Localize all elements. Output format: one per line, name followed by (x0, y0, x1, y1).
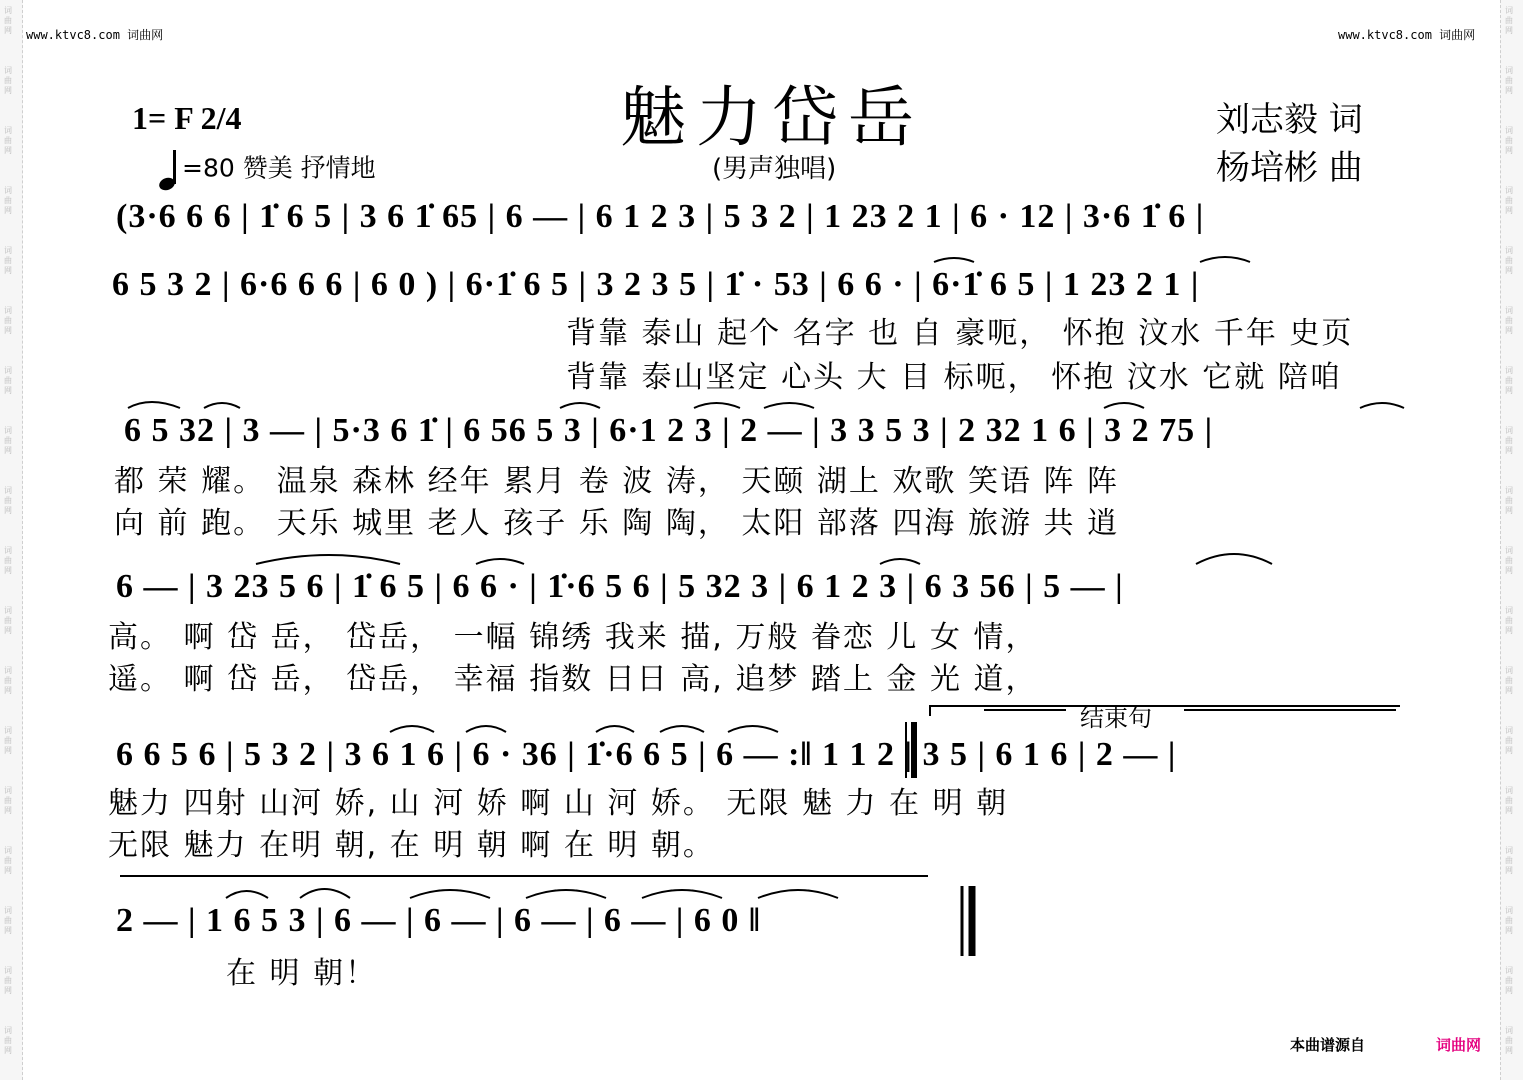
edge-watermark-text: 词曲网 (4, 546, 12, 575)
song-title: 魅力岱岳 (620, 79, 924, 156)
slur (410, 890, 490, 898)
edge-watermark-text: 词曲网 (1505, 786, 1513, 815)
lyric-line-2-verse-2: 背靠 泰山坚定 心头 大 目 标呃， 怀抱 汶水 它就 陪咱 (566, 360, 1342, 395)
slur (466, 726, 506, 732)
edge-watermark-text: 词曲网 (4, 6, 12, 35)
edge-watermark-text: 词曲网 (4, 186, 12, 215)
site-header-left[interactable]: www.ktvc8.com 词曲网 (26, 28, 164, 42)
edge-watermark-text: 词曲网 (1505, 846, 1513, 875)
edge-watermark-text: 词曲网 (1505, 1026, 1513, 1055)
slur (694, 403, 740, 408)
edge-watermark-text: 词曲网 (4, 366, 12, 395)
slur (728, 726, 778, 732)
lyric-line-3-verse-2: 向 前 跑。 天乐 城里 老人 孩子 乐 陶 陶， 太阳 部落 四海 旅游 共 逍 (114, 506, 1120, 541)
edge-watermark-text: 词曲网 (4, 426, 12, 455)
score-line-4: 6 — | 3 23 5 6 | 1̇ 6 5 | 6 6 · | 1̇·6 5 6 | 5 32 3 | 6 1 2 3 | 6 3 56 | 5 — | (116, 568, 1124, 605)
slur (1360, 403, 1404, 408)
slur (1200, 257, 1250, 262)
edge-watermark-text: 词曲网 (4, 666, 12, 695)
edge-watermark-text: 词曲网 (4, 846, 12, 875)
edge-watermark-text: 词曲网 (4, 726, 12, 755)
edge-watermark-text: 词曲网 (4, 66, 12, 95)
edge-watermark-text: 词曲网 (1505, 666, 1513, 695)
slur (1104, 403, 1144, 408)
edge-watermark-text: 词曲网 (1505, 906, 1513, 935)
slur (642, 890, 722, 898)
edge-watermark-text: 词曲网 (4, 246, 12, 275)
slur (660, 726, 704, 732)
edge-watermark-text: 词曲网 (1505, 726, 1513, 755)
slur (226, 891, 268, 898)
site-header-right[interactable]: www.ktvc8.com 词曲网 (1338, 28, 1476, 42)
edge-watermark-text: 词曲网 (4, 966, 12, 995)
lyricist-credit: 刘志毅 词 (1216, 100, 1363, 140)
edge-watermark-text: 词曲网 (4, 126, 12, 155)
score-line-1: (3·6 6 6 | 1̇ 6 5 | 3 6 1̇ 65 | 6 — | 6 1 2 3 | 5 3 2 | 1 23 2 1 | 6 · 12 | 3·6 1̇ 6 | (116, 198, 1205, 235)
edge-watermark-text: 词曲网 (1505, 606, 1513, 635)
edge-watermark-text: 词曲网 (4, 1026, 12, 1055)
lyric-line-4-verse-2: 遥。 啊 岱 岳， 岱岳， 幸福 指数 日日 高, 追梦 踏上 金 光 道， (108, 662, 1038, 697)
ending-label: 结束句 (1080, 704, 1152, 732)
source-brand-link[interactable]: 词曲网 (1436, 1036, 1482, 1054)
edge-watermark-text: 词曲网 (4, 306, 12, 335)
edge-watermark-text: 词曲网 (1505, 66, 1513, 95)
edge-watermark-text: 词曲网 (1505, 126, 1513, 155)
slur (128, 402, 180, 408)
edge-watermark-text: 词曲网 (1505, 546, 1513, 575)
key-signature: 1= F 2/4 (132, 100, 242, 136)
slur (256, 555, 400, 564)
tempo-text: =80 赞美 抒情地 (182, 153, 376, 183)
score-line-6: 2 — | 1 6 5 3 | 6 — | 6 — | 6 — | 6 — | 6 0 ‖ (116, 902, 761, 939)
edge-watermark-text: 词曲网 (1505, 246, 1513, 275)
composer-credit: 杨培彬 曲 (1216, 148, 1363, 188)
edge-watermark-text: 词曲网 (1505, 6, 1513, 35)
lyric-line-4-verse-1: 高。 啊 岱 岳， 岱岳， 一幅 锦绣 我来 描, 万般 眷恋 儿 女 情， (108, 620, 1038, 655)
edge-watermark-text: 词曲网 (1505, 366, 1513, 395)
slur (300, 889, 350, 898)
slur (476, 559, 524, 564)
lyric-line-5-verse-1: 魅力 四射 山河 娇, 山 河 娇 啊 山 河 娇。 无限 魅 力 在 明 朝 (108, 786, 1009, 821)
edge-watermark-text: 词曲网 (1505, 186, 1513, 215)
edge-watermark-text: 词曲网 (4, 486, 12, 515)
edge-watermark-text: 词曲网 (1505, 306, 1513, 335)
edge-watermark-text: 词曲网 (4, 906, 12, 935)
edge-watermark-text: 词曲网 (1505, 426, 1513, 455)
lyric-line-2-verse-1: 背靠 泰山 起个 名字 也 自 豪呃， 怀抱 汶水 千年 史页 (566, 316, 1354, 351)
lyric-line-6: 在 明 朝！ (226, 956, 378, 991)
score-line-3: 6 5 32 | 3 — | 5·3 6 1̇ | 6 56 5 3 | 6·1 2 3 | 2 — | 3 3 5 3 | 2 32 1 6 | 3 2 75 | (124, 412, 1214, 449)
slur (764, 403, 814, 408)
lyric-line-3-verse-1: 都 荣 耀。 温泉 森林 经年 累月 卷 波 涛， 天颐 湖上 欢歌 笑语 阵 阵 (114, 464, 1120, 499)
slur (390, 726, 434, 732)
score-line-2: 6 5 3 2 | 6·6 6 6 | 6 0 ) | 6·1̇ 6 5 | 3 2 3 5 | 1̇ · 53 | 6 6 · | 6·1̇ 6 5 | 1 23 2 1 | (112, 266, 1200, 303)
source-label: 本曲谱源自 (1290, 1036, 1366, 1054)
score-line-5: 6 6 5 6 | 5 3 2 | 3 6 1 6 | 6 · 36 | 1̇·6 6 5 | 6 — :‖ 1 1 2 | 3 5 | 6 1 6 | 2 — | (116, 736, 1177, 773)
lyric-line-5-verse-2: 无限 魅力 在明 朝, 在 明 朝 啊 在 明 朝。 (108, 828, 715, 863)
edge-watermark-text: 词曲网 (1505, 486, 1513, 515)
edge-watermark-text: 词曲网 (4, 786, 12, 815)
edge-watermark-text: 词曲网 (4, 606, 12, 635)
slur (204, 403, 240, 408)
slur (880, 559, 920, 564)
slur (526, 890, 606, 898)
song-subtitle: (男声独唱) (712, 154, 837, 184)
slur (934, 258, 974, 262)
edge-watermark-text: 词曲网 (1505, 966, 1513, 995)
slur (758, 890, 838, 898)
slur (596, 726, 634, 732)
slur (1196, 554, 1272, 564)
slur (560, 403, 600, 408)
